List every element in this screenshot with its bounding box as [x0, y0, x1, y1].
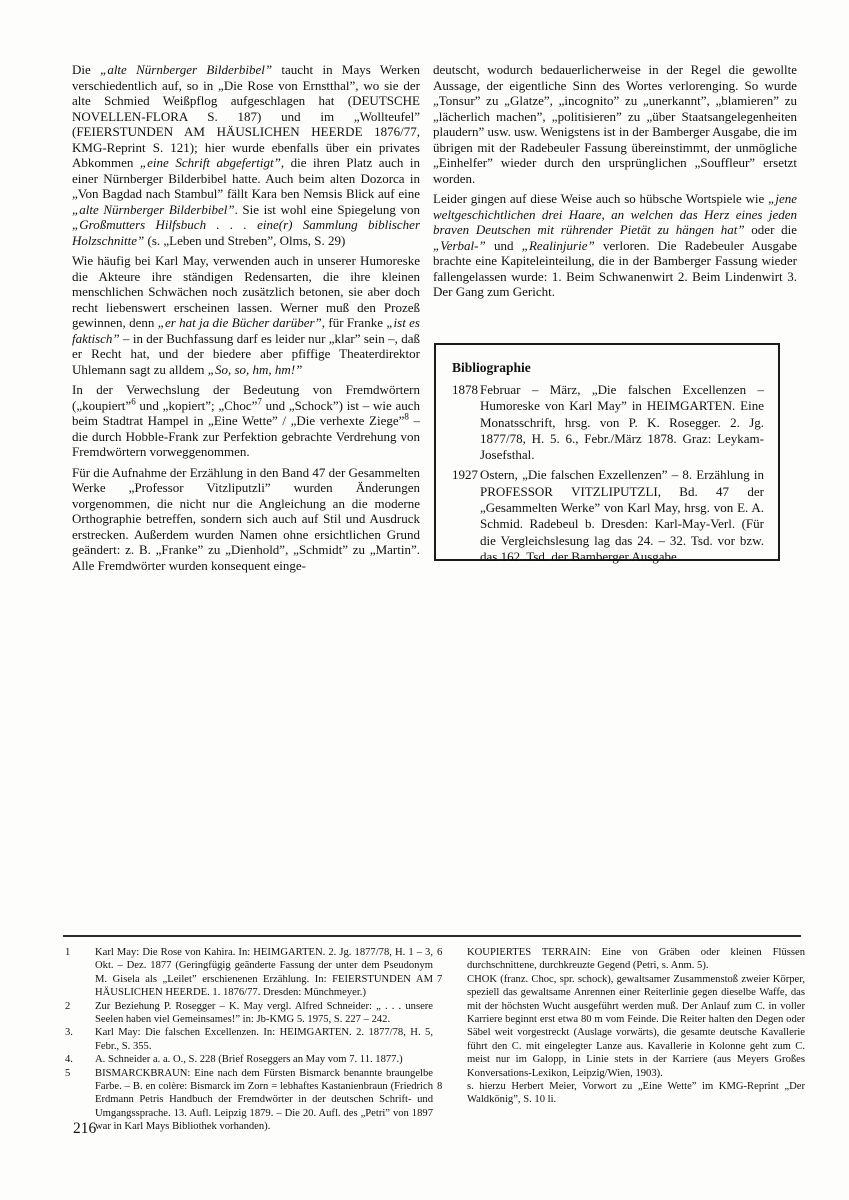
- left-text-column: [72, 62, 420, 578]
- footnote: [65, 1000, 433, 1027]
- footnote-text: Karl May: Die falschen Excellenzen. In: HEIMGARTEN. 2. 1877/78, H. 5, Febr., S. 355.: [95, 1027, 433, 1052]
- bibliography-title: Bibliographie: [452, 360, 531, 375]
- footnote: [437, 973, 805, 1080]
- footnote-number: 1: [65, 947, 71, 958]
- footnote-number: 8: [437, 1081, 443, 1093]
- footnote-number: 6: [437, 947, 443, 958]
- footnote: [437, 946, 805, 973]
- bibliography-box: [434, 343, 780, 564]
- bibliography-entry-text: Ostern, „Die falschen Exzellenzen” – 8. Erzählung in PROFESSOR VITZLIPUTZLI, Bd. 47 der „Gesammelten Werke” von Karl May, hrsg. von E. A. Schmid. Radebeul b. Dresden: Karl-May-Verl. (Für die Vergleichslesung lag das 24. – 32. Tsd. vor bzw. das 162. Tsd. der Bamberger Ausgabe.: [480, 467, 764, 564]
- page-number: 216: [73, 1120, 97, 1137]
- footnote-text: BISMARCKBRAUN: Eine nach dem Fürsten Bismarck benannte braungelbe Farbe. – B. en colère: Bismarck im Zorn = lebhaftes Kastanienbraun (Friedrich Erdmann Petris Handbuch der Fremdwörter in der deutschen Schrift- und Umgangssprache. 13. Aufl. Leipzig 1879. – Die 20. Aufl. des „Petri” von 1897 war in Karl Mays Bibliothek vorhanden).: [95, 1067, 433, 1133]
- bibliography-entry-year: 1927: [452, 467, 478, 483]
- bibliography-entries: [452, 382, 764, 565]
- footnote: [65, 1067, 433, 1134]
- footnote-text: CHOK (franz. Choc, spr. schock), gewaltsamer Zusammenstoß zweier Körper, speziell das gewaltsame Anrennen einer Reiterlinie gegen dieselbe Waffe, das mit der höchsten Wucht ausgeführt werden muß. Der Anlauf zum C. in voller Karriere beginnt erst etwa 80 m vom Feinde. Die Reiter halten den Degen oder Säbel weit vorgestreckt (Auslage vorwärts), die gesamte deutsche Kavallerie führt den C. mit eingelegter Lanze aus. Kavallerie in Kolonne geht zum C. meist nur im Galopp, in Linie stets in der Karriere (aus Meyers Großes Konversations-Lexikon, Leipzig/Wien, 1903).: [467, 973, 805, 1079]
- footnote-text: KOUPIERTES TERRAIN: Eine von Gräben oder kleinen Flüssen durchschnittene, durchkreuzte Gegend (Petri, s. Anm. 5).: [467, 947, 805, 972]
- footnote-text: Karl May: Die Rose von Kahira. In: HEIMGARTEN. 2. Jg. 1877/78, H. 1 – 3, Okt. – Dez. 1877 (Geringfügig geänderte Fassung der unter dem Pseudonym M. Gisela als „Leilet” erschienenen Erzählung. In: FEIERSTUNDEN AM HÄUSLICHEN HEERDE. 1. 1876/77. Dresden: Münchmeyer.): [95, 947, 433, 999]
- body-paragraph: Die „alte Nürnberger Bilderbibel” taucht in Mays Werken verschiedentlich auf, so in „Die Rose von Ernstthal”, wo sie der alte Schmied Weißpflog aufgeschlagen hat (DEUTSCHE NOVELLEN-FLORA S. 187) und im „Wollteufel” (FEIERSTUNDEN AM HÄUSLICHEN HEERDE 1876/77, KMG-Reprint S. 121); hier wurde ebenfalls über ein privates Abkommen „eine Schrift abgefertigt”, die ihren Platz auch in einer Nürnberger Bilderbibel hatte. Auch beim alten Dozorca in „Von Bagdad nach Stambul” fällt Kara ben Nemsis Blick auf eine „alte Nürnberger Bilderbibel”. Sie ist wohl eine Spiegelung von „Großmutters Hilfsbuch . . . eine(r) Sammlung biblischer Holzschnitte” (s. „Leben und Streben”, Olms, S. 29): [72, 62, 420, 248]
- body-paragraph: Für die Aufnahme der Erzählung in den Band 47 der Gesammelten Werke „Professor Vitzliputzli” wurden Änderungen vorgenommen, die nicht nur die Angleichung an die moderne Orthographie betreffen, sondern sich auch auf Stil und Ausdruck erstrecken. Außerdem wurden Namen ohne ersichtlichen Grund geändert: z. B. „Franke” zu „Dienhold”, „Schmidt” zu „Martin”. Alle Fremdwörter wurden konsequent einge-: [72, 464, 421, 573]
- footnote-text: Zur Beziehung P. Rosegger – K. May vergl. Alfred Schneider: „ . . . unsere Seelen haben viel Gemeinsames!” in: Jb-KMG 5. 1975, S. 227 – 242.: [95, 1000, 433, 1026]
- footnote-number: 7: [437, 973, 443, 985]
- footnote-number: 5: [65, 1067, 71, 1079]
- bibliography-entry: [452, 382, 764, 463]
- footnote-number: 4.: [65, 1054, 73, 1066]
- bibliography-entry-text: Februar – März, „Die falschen Excellenzen – Humoreske von Karl May” in HEIMGARTEN. Eine Monatsschrift, hrsg. von P. K. Rosegger. 2. Jg. 1877/78, H. 5. 6., Febr./März 1878. Graz: Leykam-Josefsthal.: [480, 382, 764, 463]
- right-text-column: [433, 62, 797, 305]
- footnote-text: s. hierzu Herbert Meier, Vorwort zu „Eine Wette” im KMG-Reprint „Der Waldkönig”, S. 10 li.: [467, 1081, 805, 1106]
- footnote-number: 3.: [65, 1027, 73, 1039]
- footnote-ref: 7: [257, 396, 262, 407]
- bibliography-entry-year: 1878: [452, 382, 478, 397]
- footnotes-left-column: [65, 946, 433, 1134]
- footnote: [65, 1026, 433, 1053]
- bibliography-entry: [452, 467, 764, 565]
- footnote-ref: 6: [131, 396, 136, 407]
- footnote-text: A. Schneider a. a. O., S. 228 (Brief Roseggers an May vom 7. 11. 1877.): [95, 1054, 403, 1066]
- footnote: [65, 946, 433, 1000]
- footnote-divider-rule: [63, 935, 801, 937]
- body-paragraph: deutscht, wodurch bedauerlicherweise in der Regel die gewollte Aussage, der eigentliche Sinn des Wortes verlorenging. So wurde „Tonsur” zu „Glatze”, „incognito” zu „unerkannt”, „blamieren” zu „lächerlich machen”, „politisieren” zu „über Staatsangelegenheiten plaudern” usw. usw. Wenigstens ist in der Bamberger Ausgabe, die im übrigen mit der Radebeuler Fassung übereinstimmt, der unmögliche „Einhelfer” wieder durch den ursprünglichen „Souffleur” ersetzt worden.: [433, 62, 797, 186]
- footnote: [437, 1080, 805, 1107]
- footnote: [65, 1053, 433, 1066]
- body-paragraph: Leider gingen auf diese Weise auch so hübsche Wortspiele wie „jene weltgeschichtlichen drei Haare, an welchen das Herz eines jeden braven Deutschen mit rührender Pietät zu hängen hat” oder die „Verbal-” und „Realinjurie” verloren. Die Radebeuler Ausgabe brachte eine Kapiteleinteilung, die in der Bamberger Fassung wieder fallengelassen wurde: 1. Beim Schwanenwirt 2. Beim Lindenwirt 3. Der Gang zum Gericht.: [433, 191, 798, 299]
- footnote-ref: 8: [404, 411, 409, 422]
- body-paragraph: Wie häufig bei Karl May, verwenden auch in unserer Humoreske die Akteure ihre ständigen Redensarten, die ihre kleinen menschlichen Schwächen noch zusätzlich betonen, sie aber doch recht liebenswert erscheinen lassen. Werner muß den Prozeß gewinnen, denn „er hat ja die Bücher darüber”, für Franke „ist es faktisch” – in der Buchfassung darf es leider nur „klar” sein –, daß er Recht hat, und der biedere aber pfiffige Theaterdirektor Uhlemann sagt zu alldem „So, so, hm, hm!”: [72, 253, 420, 377]
- body-paragraph: In der Verwechslung der Bedeutung von Fremdwörtern („koupiert”$^6$ und „kopiert”; „Choc”$^7$ und „Schock”) ist – wie auch beim Stadtrat Hampel in „Eine Wette” / „Die verhexte Ziege”$^8$ – die durch Hobble-Frank zur Perfektion gebrachte Verdrehung von Fremdwörtern vorweggenommen.: [72, 382, 421, 459]
- footnotes-right-column: [437, 946, 805, 1107]
- footnote-number: 2: [65, 1000, 71, 1012]
